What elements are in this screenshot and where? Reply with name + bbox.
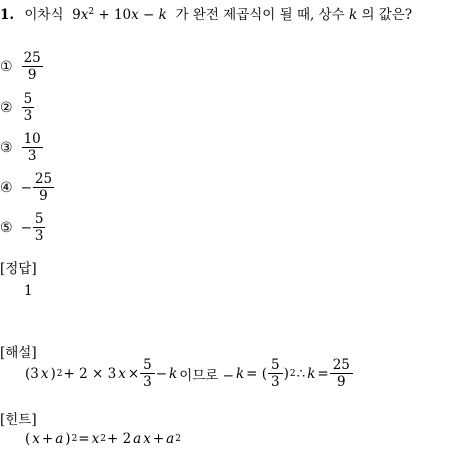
choice-mark: ①: [0, 58, 13, 75]
choice-fraction: $\frac{25}{9}$: [23, 50, 41, 84]
solution-fraction-1: $\frac{5}{3}$: [141, 358, 154, 389]
hint-formula: ( x + a ) 2 = x 2 + 2 a x + a 2: [25, 431, 181, 447]
choice-2[interactable]: [0, 92, 33, 123]
answer-label: [정답]: [0, 261, 37, 277]
solution-label: [해설]: [0, 345, 37, 361]
choice-4[interactable]: ④ − $\frac{25}{9}$: [0, 171, 53, 205]
answer-value: 1: [24, 283, 33, 299]
choice-1[interactable]: [0, 51, 42, 82]
question-number: 1.: [0, 7, 15, 23]
choice-fraction: $\frac{5}{3}$: [34, 211, 44, 245]
choice-mark: ⑤: [0, 219, 13, 236]
choice-3[interactable]: [0, 132, 42, 163]
question-prefix: 이차식: [24, 7, 64, 23]
question-expression: $9x^2 + 10x - k$: [72, 7, 167, 23]
choice-mark: ②: [0, 99, 13, 116]
question-ending: 의 값은?: [361, 7, 413, 23]
question-text: [0, 3, 412, 23]
solution-fraction-2: $\frac{5}{3}$: [269, 358, 282, 389]
choice-mark: ④: [0, 179, 13, 196]
question-constant: k: [348, 7, 358, 23]
choice-fraction: $\frac{25}{9}$: [34, 171, 53, 205]
choice-5[interactable]: ⑤ − $\frac{5}{3}$: [0, 211, 44, 245]
solution-text: (3 x ) 2 + 2 × 3 x × $\frac{5}{3}$ − k 이므로 − k = ( $\frac{5}{3}$ ) 2 ∴ k = $\frac{25}{9}$: [24, 358, 353, 389]
choice-fraction: $\frac{5}{3}$: [23, 91, 33, 125]
question-suffix: 가 완전 제곱식이 될 때, 상수: [175, 7, 345, 23]
choice-mark: ③: [0, 139, 13, 156]
hint-label: [힌트]: [0, 412, 37, 428]
choice-fraction: $\frac{10}{3}$: [23, 131, 41, 165]
solution-fraction-3: $\frac{25}{9}$: [331, 358, 352, 389]
